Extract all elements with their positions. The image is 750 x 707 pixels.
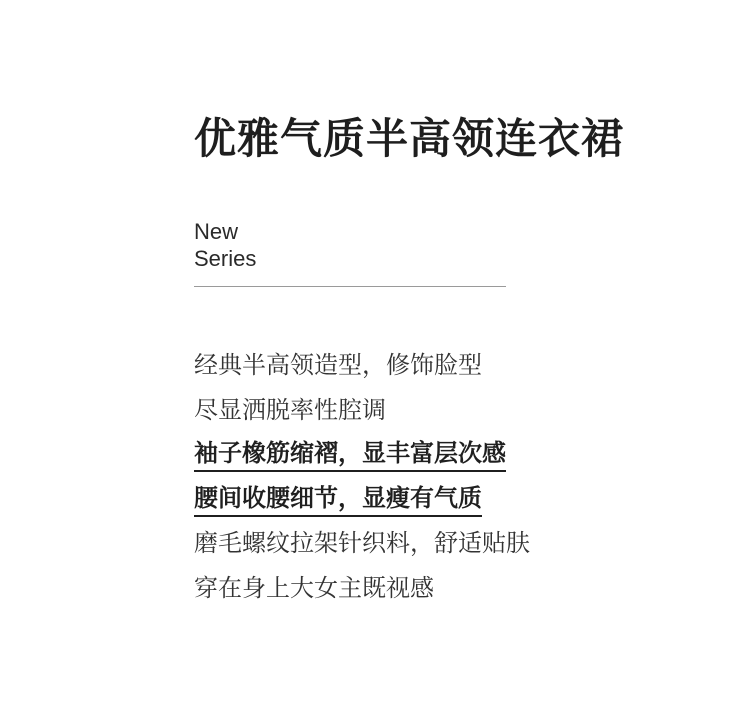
description-line-6 — [194, 567, 530, 612]
series-label-line-2: Series — [194, 246, 257, 271]
description-line-5 — [194, 522, 530, 567]
description-line-2 — [194, 389, 530, 434]
description-text-4: 腰间收腰细节，显瘦有气质 — [194, 483, 482, 517]
description-line-3 — [194, 433, 530, 478]
description-text-1: 经典半高领造型，修饰脸型 — [194, 351, 482, 380]
series-label-line-1: New — [194, 219, 239, 244]
divider — [194, 286, 506, 287]
series-label — [194, 218, 256, 272]
description-text-5: 磨毛螺纹拉架针织料，舒适贴肤 — [194, 529, 530, 558]
description-line-4 — [194, 478, 530, 523]
description-line-1 — [194, 344, 530, 389]
description-text-6: 穿在身上大女主既视感 — [194, 573, 434, 602]
description-list — [194, 344, 530, 611]
page-title: 优雅气质半高领连衣裙 — [194, 114, 625, 163]
description-text-3: 袖子橡筋缩褶，显丰富层次感 — [194, 438, 506, 472]
description-text-2: 尽显洒脱率性腔调 — [194, 395, 386, 424]
